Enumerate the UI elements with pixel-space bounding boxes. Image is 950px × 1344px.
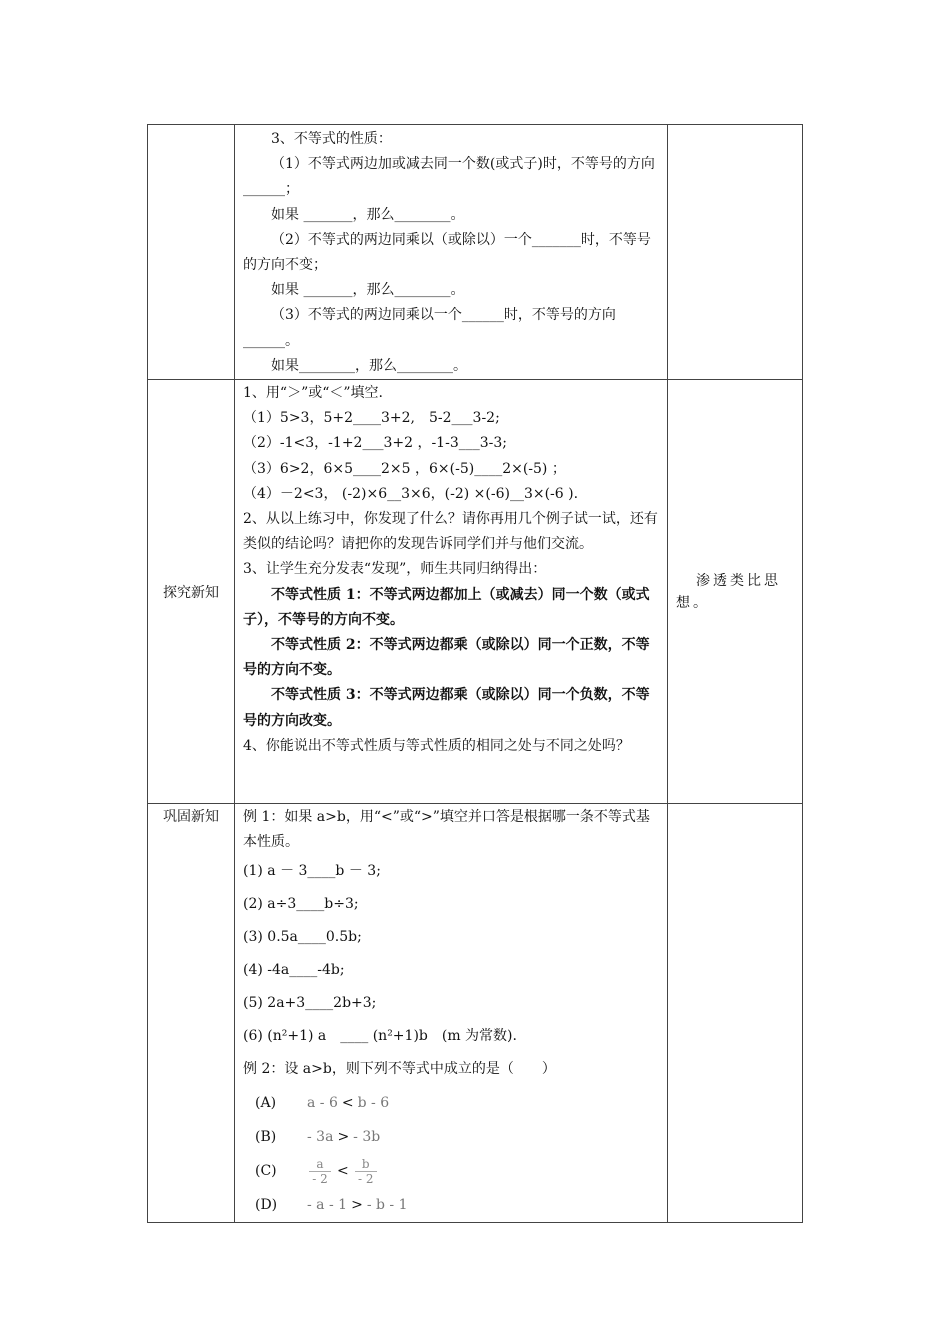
note-cell (668, 125, 803, 380)
text-line: （1）不等式两边加或减去同一个数(或式子)时，不等号的方向______； (243, 156, 655, 198)
formula-right: b - 6 (357, 1094, 390, 1111)
text-line: 1、用“＞”或“＜”填空. (243, 385, 383, 402)
formula-right: - b - 1 (366, 1196, 408, 1213)
property-3-text: 不等式性质 3：不等式两边都乘（或除以）同一个负数，不等号的方向改变。 (243, 687, 650, 729)
exercise-line: (1) a － 3____b － 3; (243, 863, 381, 880)
formula-relation: < (337, 1162, 349, 1179)
option-a (243, 1086, 662, 1120)
content-cell (235, 804, 668, 1223)
text-line: 4、你能说出不等式性质与等式性质的相同之处与不同之处吗？ (243, 737, 630, 754)
option-c (243, 1154, 662, 1188)
text-line: （2）不等式的两边同乘以（或除以）一个_______时，不等号的方向不变； (243, 231, 651, 274)
table-row (148, 804, 803, 1223)
option-formula (307, 1125, 380, 1150)
formula-relation: > (337, 1128, 350, 1145)
table-row (148, 125, 803, 380)
row-label-cell (148, 804, 235, 1223)
fraction (355, 1157, 377, 1186)
exercise-line: (3) 0.5a____0.5b; (243, 929, 362, 946)
denominator: - 2 (357, 1171, 374, 1186)
exercise-line: (5) 2a+3____2b+3; (243, 995, 377, 1012)
text-line: （1）5>3，5+2____3+2, 5-2___3-2; (243, 410, 500, 427)
content-cell (235, 125, 668, 380)
text-line: 3、让学生充分发表“发现”，师生共同归纳得出： (243, 561, 547, 578)
note-cell (668, 804, 803, 1223)
formula-left: - 3a (307, 1128, 334, 1145)
option-formula (307, 1193, 408, 1218)
property-1-text: 不等式性质 1：不等式两边都加上（或减去）同一个数（或式子），不等号的方向不变。 (243, 586, 650, 628)
text-line: （3）6>2，6×5____2×5 ，6×(-5)____2×(-5) ； (243, 460, 566, 477)
text-line: （4）－2<3， (-2)×6__3×6，(-2) ×(-6)__3×(-6 ). (243, 485, 579, 502)
formula-left: - a - 1 (307, 1196, 348, 1213)
text-line: 如果 _______，那么________。 (271, 282, 465, 299)
exercise-line: (2) a÷3____b÷3; (243, 896, 359, 913)
row-label: 探究新知 (163, 584, 219, 601)
text-line: 如果 _______，那么________。 (271, 206, 465, 223)
text-line: （3）不等式的两边同乘以一个______时，不等号的方向______。 (243, 307, 616, 349)
lesson-plan-table (147, 124, 803, 1223)
formula-left: a - 6 (307, 1094, 338, 1111)
row-label: 巩固新知 (163, 809, 219, 826)
example-2-text: 例 2：设 a>b，则下列不等式中成立的是（ ） (243, 1061, 556, 1078)
option-key: (B) (255, 1128, 277, 1145)
text-line: （2）-1<3，-1+2___3+2 ，-1-3___3-3; (243, 435, 507, 452)
note-text: 渗透类比思想。 (676, 572, 781, 611)
content-cell (235, 380, 668, 804)
table-row (148, 380, 803, 804)
formula-right: - 3b (353, 1128, 381, 1145)
option-key: (A) (255, 1094, 277, 1111)
fraction (309, 1157, 331, 1186)
option-key: (D) (255, 1196, 278, 1213)
example-1-text: 例 1：如果 a>b，用“<”或“>”填空并口答是根据哪一条不等式基本性质。 (243, 809, 650, 851)
exercise-line: (4) -4a____-4b; (243, 962, 345, 979)
option-key: (C) (255, 1162, 277, 1179)
option-b (243, 1120, 662, 1154)
option-formula (307, 1157, 379, 1186)
exercise-line: (6) (n²+1) a ____ (n²+1)b (m 为常数). (243, 1028, 517, 1045)
text-line: 3、不等式的性质： (271, 131, 392, 147)
property-2-text: 不等式性质 2：不等式两边都乘（或除以）同一个正数，不等号的方向不变。 (243, 637, 650, 679)
formula-relation: < (341, 1094, 354, 1111)
denominator: - 2 (312, 1171, 328, 1186)
note-cell (668, 380, 803, 804)
numerator: b (361, 1156, 370, 1171)
option-d (243, 1188, 662, 1222)
formula-relation: > (351, 1196, 363, 1213)
text-line: 如果________，那么________。 (271, 357, 467, 374)
row-label-cell (148, 125, 235, 380)
numerator: a (316, 1156, 324, 1171)
text-line: 2、从以上练习中，你发现了什么？请你再用几个例子试一试，还有类似的结论吗？请把你的发现告诉同学们并与他们交流。 (243, 511, 658, 553)
option-formula (307, 1091, 389, 1116)
row-label-cell (148, 380, 235, 804)
